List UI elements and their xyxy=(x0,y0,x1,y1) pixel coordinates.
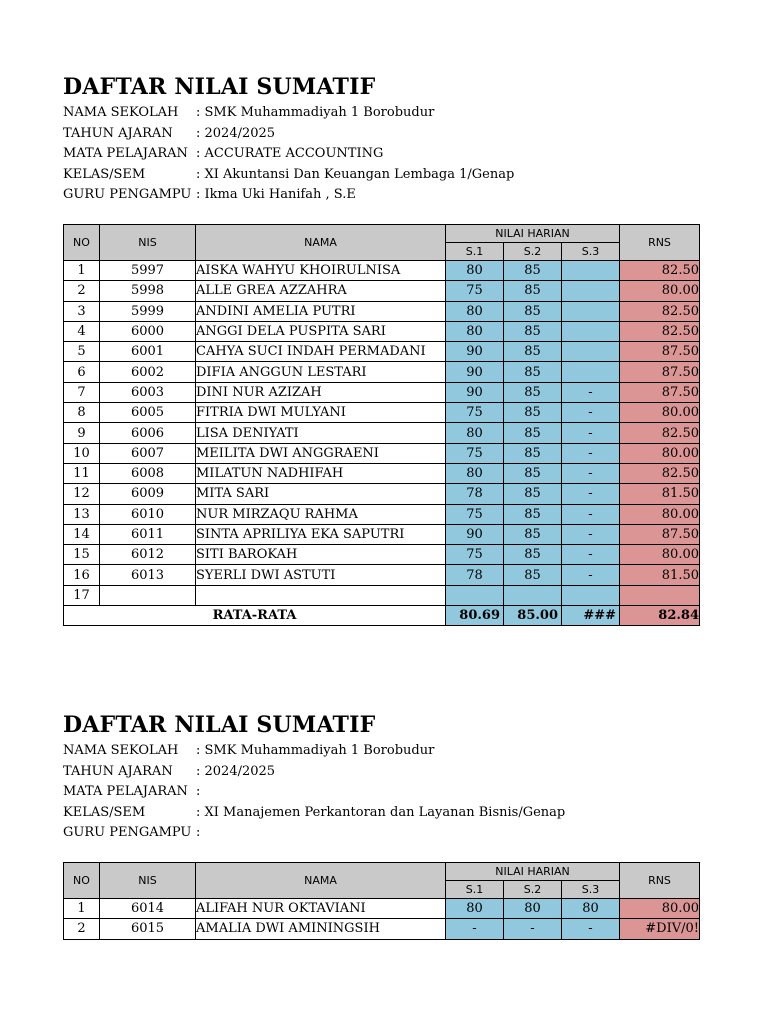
cell-rns: 87.50 xyxy=(620,362,700,382)
cell-nama xyxy=(196,585,446,605)
cell-rns: 80.00 xyxy=(620,899,700,919)
cell-s1: 80 xyxy=(446,301,504,321)
cell-rns: 87.50 xyxy=(620,524,700,544)
cell-rns: #DIV/0! xyxy=(620,919,700,939)
average-rns: 82.84 xyxy=(620,606,700,626)
cell-rns: 82.50 xyxy=(620,261,700,281)
cell-s1: 80 xyxy=(446,423,504,443)
cell-s1: 75 xyxy=(446,443,504,463)
cell-no: 16 xyxy=(64,565,100,585)
cell-no: 5 xyxy=(64,342,100,362)
header-nilai-harian: NILAI HARIAN xyxy=(446,225,620,243)
info-row-teacher xyxy=(63,185,703,206)
cell-s3: - xyxy=(562,382,620,402)
cell-nis: 6013 xyxy=(100,565,196,585)
info-row-class xyxy=(63,165,703,186)
cell-s1: 90 xyxy=(446,342,504,362)
cell-s3 xyxy=(562,585,620,605)
header-no: NO xyxy=(64,225,100,261)
cell-s1: 90 xyxy=(446,362,504,382)
average-s2: 85.00 xyxy=(504,606,562,626)
school-info xyxy=(63,741,703,844)
cell-nis: 5997 xyxy=(100,261,196,281)
cell-nis xyxy=(100,585,196,605)
info-value: : 2024/2025 xyxy=(196,125,276,141)
header-s3: S.3 xyxy=(562,243,620,261)
cell-rns: 80.00 xyxy=(620,403,700,423)
cell-nis: 5998 xyxy=(100,281,196,301)
info-label: MATA PELAJARAN xyxy=(63,784,188,799)
info-value: : xyxy=(196,825,201,840)
cell-s3: 80 xyxy=(562,899,620,919)
cell-no: 2 xyxy=(64,281,100,301)
table-row xyxy=(64,403,700,423)
cell-s1: 75 xyxy=(446,281,504,301)
table-row xyxy=(64,565,700,585)
school-info xyxy=(63,103,703,206)
header-nilai-harian: NILAI HARIAN xyxy=(446,863,620,881)
cell-nama: ALLE GREA AZZAHRA xyxy=(196,281,446,301)
table-row xyxy=(64,261,700,281)
cell-nama: MILATUN NADHIFAH xyxy=(196,463,446,483)
cell-nis: 6001 xyxy=(100,342,196,362)
cell-s3: - xyxy=(562,463,620,483)
cell-s2: 85 xyxy=(504,504,562,524)
info-row-class xyxy=(63,803,703,824)
info-label: TAHUN AJARAN xyxy=(63,763,173,779)
grade-section-2 xyxy=(63,710,703,937)
table-row xyxy=(64,342,700,362)
cell-s2: 85 xyxy=(504,321,562,341)
cell-no: 15 xyxy=(64,545,100,565)
info-value: : SMK Muhammadiyah 1 Borobudur xyxy=(196,105,435,120)
cell-s1: 80 xyxy=(446,321,504,341)
header-nama: NAMA xyxy=(196,225,446,261)
table-body xyxy=(64,261,700,606)
cell-s2: 85 xyxy=(504,423,562,443)
cell-nis: 6008 xyxy=(100,463,196,483)
cell-s1: - xyxy=(446,919,504,939)
info-label: GURU PENGAMPU xyxy=(63,187,192,202)
cell-nama: MEILITA DWI ANGGRAENI xyxy=(196,443,446,463)
info-value: : XI Manajemen Perkantoran dan Layanan Bisnis/Genap xyxy=(196,804,566,820)
info-value: : SMK Muhammadiyah 1 Borobudur xyxy=(196,743,435,758)
cell-nama: SITI BAROKAH xyxy=(196,545,446,565)
cell-s1: 80 xyxy=(446,899,504,919)
cell-nama: SINTA APRILIYA EKA SAPUTRI xyxy=(196,524,446,544)
cell-s3 xyxy=(562,261,620,281)
cell-s2: 85 xyxy=(504,545,562,565)
header-s1: S.1 xyxy=(446,243,504,261)
cell-s3: - xyxy=(562,524,620,544)
cell-no: 10 xyxy=(64,443,100,463)
cell-s2: 85 xyxy=(504,443,562,463)
cell-no: 2 xyxy=(64,919,100,939)
cell-no: 1 xyxy=(64,261,100,281)
info-row-subject xyxy=(63,144,703,165)
cell-nama: DIFIA ANGGUN LESTARI xyxy=(196,362,446,382)
cell-s2: 85 xyxy=(504,261,562,281)
cell-rns: 82.50 xyxy=(620,463,700,483)
cell-s1: 90 xyxy=(446,382,504,402)
cell-no: 1 xyxy=(64,899,100,919)
cell-nama: AISKA WAHYU KHOIRULNISA xyxy=(196,261,446,281)
cell-nama: AMALIA DWI AMININGSIH xyxy=(196,919,446,939)
table-row xyxy=(64,484,700,504)
header-s1: S.1 xyxy=(446,881,504,899)
cell-rns: 87.50 xyxy=(620,342,700,362)
header-rns: RNS xyxy=(620,863,700,899)
cell-s2 xyxy=(504,585,562,605)
cell-nis: 6007 xyxy=(100,443,196,463)
header-rns: RNS xyxy=(620,225,700,261)
table-row xyxy=(64,545,700,565)
cell-no: 9 xyxy=(64,423,100,443)
cell-rns: 80.00 xyxy=(620,504,700,524)
cell-s2: 85 xyxy=(504,342,562,362)
cell-no: 6 xyxy=(64,362,100,382)
info-label: KELAS/SEM xyxy=(63,804,146,820)
cell-s1: 75 xyxy=(446,403,504,423)
cell-s3: - xyxy=(562,423,620,443)
cell-s1: 78 xyxy=(446,565,504,585)
info-row-subject xyxy=(63,782,703,803)
table-row xyxy=(64,443,700,463)
cell-nama: FITRIA DWI MULYANI xyxy=(196,403,446,423)
grade-section-1 xyxy=(63,72,703,624)
cell-nis: 6000 xyxy=(100,321,196,341)
info-label: KELAS/SEM xyxy=(63,166,146,182)
cell-nis: 6010 xyxy=(100,504,196,524)
cell-s1: 78 xyxy=(446,484,504,504)
table-row xyxy=(64,899,700,919)
grade-table xyxy=(63,862,700,940)
cell-s1: 90 xyxy=(446,524,504,544)
cell-s3: - xyxy=(562,919,620,939)
cell-s2: 85 xyxy=(504,382,562,402)
table-row xyxy=(64,463,700,483)
info-value: : xyxy=(196,784,201,799)
info-value: : 2024/2025 xyxy=(196,763,276,779)
cell-s1 xyxy=(446,585,504,605)
table-body xyxy=(64,899,700,940)
table-row xyxy=(64,301,700,321)
cell-nama: SYERLI DWI ASTUTI xyxy=(196,565,446,585)
cell-s3 xyxy=(562,281,620,301)
average-s1: 80.69 xyxy=(446,606,504,626)
cell-s2: 85 xyxy=(504,281,562,301)
cell-no: 17 xyxy=(64,585,100,605)
header-nis: NIS xyxy=(100,225,196,261)
table-row xyxy=(64,919,700,939)
cell-s1: 80 xyxy=(446,261,504,281)
info-row-year xyxy=(63,124,703,145)
page-title: DAFTAR NILAI SUMATIF xyxy=(63,712,376,738)
table-row xyxy=(64,585,700,605)
cell-no: 8 xyxy=(64,403,100,423)
cell-nis: 6002 xyxy=(100,362,196,382)
cell-s2: 85 xyxy=(504,301,562,321)
cell-s3: - xyxy=(562,403,620,423)
cell-nis: 6005 xyxy=(100,403,196,423)
cell-s2: 85 xyxy=(504,403,562,423)
header-s3: S.3 xyxy=(562,881,620,899)
info-label: TAHUN AJARAN xyxy=(63,125,173,141)
cell-no: 4 xyxy=(64,321,100,341)
info-value: : XI Akuntansi Dan Keuangan Lembaga 1/Genap xyxy=(196,166,515,182)
cell-s2: 80 xyxy=(504,899,562,919)
cell-s3: - xyxy=(562,545,620,565)
cell-nis: 5999 xyxy=(100,301,196,321)
cell-nama: ALIFAH NUR OKTAVIANI xyxy=(196,899,446,919)
cell-rns: 80.00 xyxy=(620,545,700,565)
table-row xyxy=(64,281,700,301)
average-label: RATA-RATA xyxy=(64,606,446,626)
cell-nama: ANDINI AMELIA PUTRI xyxy=(196,301,446,321)
cell-nis: 6012 xyxy=(100,545,196,565)
cell-s2: 85 xyxy=(504,565,562,585)
header-no: NO xyxy=(64,863,100,899)
cell-no: 13 xyxy=(64,504,100,524)
info-value: : ACCURATE ACCOUNTING xyxy=(196,146,384,161)
cell-nis: 6006 xyxy=(100,423,196,443)
cell-s3: - xyxy=(562,443,620,463)
cell-s2: - xyxy=(504,919,562,939)
cell-s3: - xyxy=(562,565,620,585)
cell-rns: 81.50 xyxy=(620,565,700,585)
average-s3: ### xyxy=(562,606,620,626)
cell-s3: - xyxy=(562,484,620,504)
header-nama: NAMA xyxy=(196,863,446,899)
cell-s3 xyxy=(562,301,620,321)
cell-rns: 81.50 xyxy=(620,484,700,504)
table-row xyxy=(64,321,700,341)
cell-nama: MITA SARI xyxy=(196,484,446,504)
info-label: MATA PELAJARAN xyxy=(63,146,188,161)
table-row xyxy=(64,423,700,443)
cell-rns: 82.50 xyxy=(620,423,700,443)
table-row xyxy=(64,524,700,544)
cell-s2: 85 xyxy=(504,524,562,544)
cell-no: 14 xyxy=(64,524,100,544)
info-row-school xyxy=(63,741,703,762)
info-row-teacher xyxy=(63,823,703,844)
info-label: NAMA SEKOLAH xyxy=(63,743,179,758)
cell-s1: 75 xyxy=(446,545,504,565)
cell-nis: 6015 xyxy=(100,919,196,939)
average-row xyxy=(64,606,700,626)
info-label: NAMA SEKOLAH xyxy=(63,105,179,120)
info-row-school xyxy=(63,103,703,124)
cell-rns: 82.50 xyxy=(620,301,700,321)
cell-rns: 80.00 xyxy=(620,281,700,301)
cell-no: 11 xyxy=(64,463,100,483)
info-label: GURU PENGAMPU xyxy=(63,825,192,840)
info-row-year xyxy=(63,762,703,783)
cell-s3 xyxy=(562,321,620,341)
cell-nama: DINI NUR AZIZAH xyxy=(196,382,446,402)
cell-s3: - xyxy=(562,504,620,524)
page-title: DAFTAR NILAI SUMATIF xyxy=(63,74,376,100)
header-s2: S.2 xyxy=(504,881,562,899)
cell-s2: 85 xyxy=(504,463,562,483)
info-value: : Ikma Uki Hanifah , S.E xyxy=(196,187,356,202)
cell-s3 xyxy=(562,362,620,382)
grade-table xyxy=(63,224,700,626)
cell-nis: 6009 xyxy=(100,484,196,504)
header-s2: S.2 xyxy=(504,243,562,261)
cell-nama: ANGGI DELA PUSPITA SARI xyxy=(196,321,446,341)
cell-rns: 80.00 xyxy=(620,443,700,463)
cell-no: 12 xyxy=(64,484,100,504)
cell-no: 7 xyxy=(64,382,100,402)
cell-nama: NUR MIRZAQU RAHMA xyxy=(196,504,446,524)
cell-s2: 85 xyxy=(504,484,562,504)
table-row xyxy=(64,504,700,524)
cell-s1: 75 xyxy=(446,504,504,524)
header-nis: NIS xyxy=(100,863,196,899)
cell-nama: CAHYA SUCI INDAH PERMADANI xyxy=(196,342,446,362)
cell-nis: 6014 xyxy=(100,899,196,919)
cell-rns xyxy=(620,585,700,605)
cell-s3 xyxy=(562,342,620,362)
cell-s2: 85 xyxy=(504,362,562,382)
cell-no: 3 xyxy=(64,301,100,321)
table-row xyxy=(64,382,700,402)
cell-s1: 80 xyxy=(446,463,504,483)
cell-nis: 6011 xyxy=(100,524,196,544)
cell-rns: 87.50 xyxy=(620,382,700,402)
cell-nis: 6003 xyxy=(100,382,196,402)
cell-nama: LISA DENIYATI xyxy=(196,423,446,443)
table-row xyxy=(64,362,700,382)
cell-rns: 82.50 xyxy=(620,321,700,341)
